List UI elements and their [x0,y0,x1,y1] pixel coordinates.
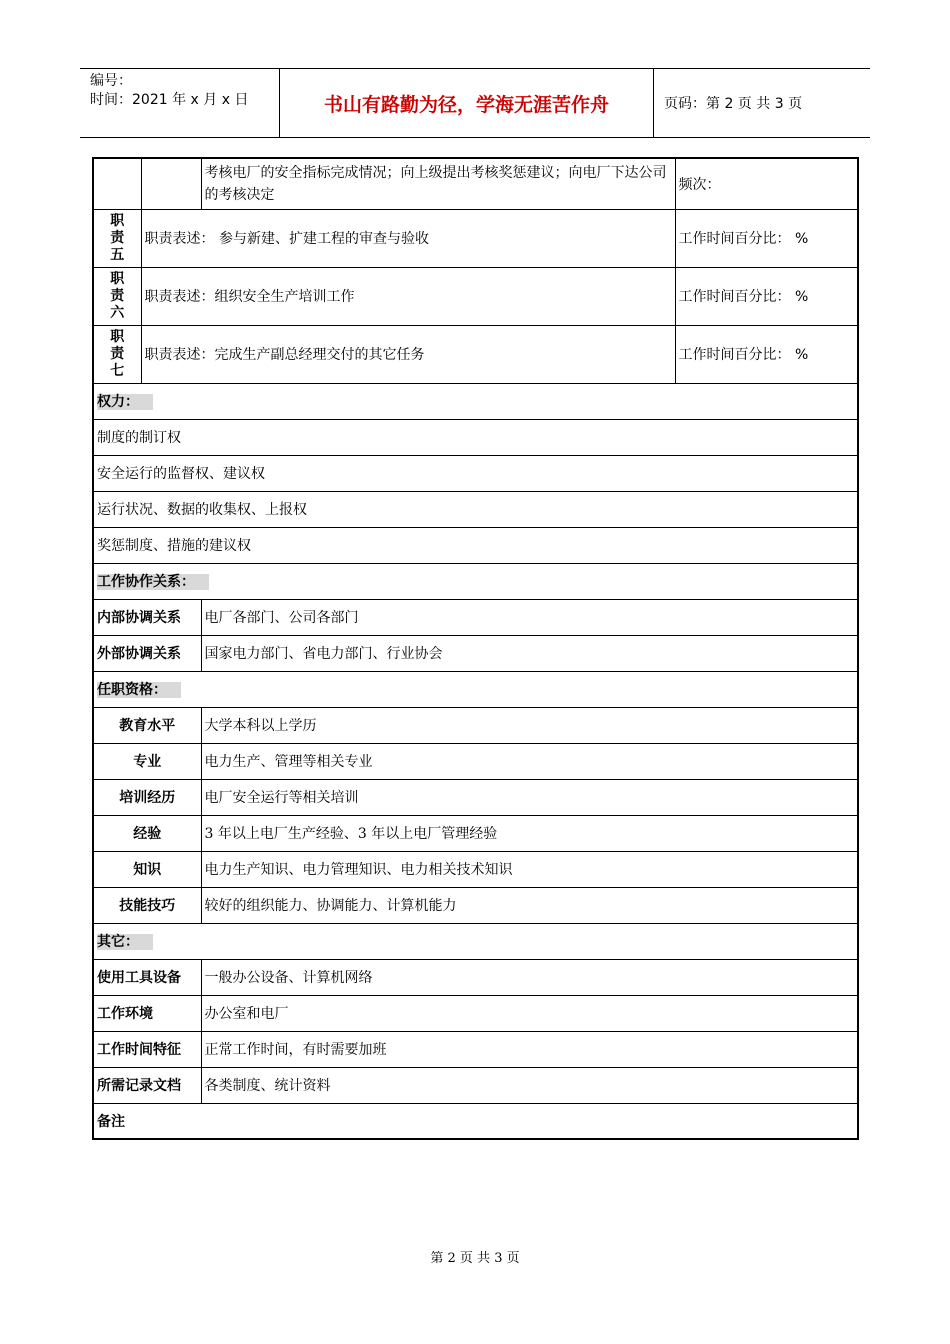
relations-section-header [93,563,858,599]
internal-relations-value: 电厂各部门、公司各部门 [201,599,858,635]
other-value: 各类制度、统计资料 [201,1067,858,1103]
time-label: 时间：2021 年 x 月 x 日 [90,92,249,108]
power-section-header [93,383,858,419]
power-row [93,527,858,563]
other-value: 一般办公设备、计算机网络 [201,959,858,995]
duty4-row [93,158,858,209]
qualifications-title: 任职资格： [97,682,181,698]
other-label: 使用工具设备 [93,959,201,995]
other-title: 其它： [97,934,153,950]
qualifications-section-header [93,671,858,707]
duty6-time-pct: 工作时间百分比： % [675,267,858,325]
page-footer: 第 2 页 共 3 页 [430,1251,520,1266]
qualification-label: 经验 [93,815,201,851]
duty5-time-pct: 工作时间百分比： % [675,209,858,267]
duty5-row [93,209,858,267]
relations-row [93,599,858,635]
duty5-text: 职责表述： 参与新建、扩建工程的审查与验收 [141,209,675,267]
external-relations-value: 国家电力部门、省电力部门、行业协会 [201,635,858,671]
qualification-value: 大学本科以上学历 [201,707,858,743]
internal-relations-label: 内部协调关系 [93,599,201,635]
qualification-label: 技能技巧 [93,887,201,923]
qualification-label: 专业 [93,743,201,779]
qualification-label: 知识 [93,851,201,887]
power-row [93,491,858,527]
relations-title: 工作协作关系： [97,574,209,590]
qualification-label: 培训经历 [93,779,201,815]
duty7-row [93,325,858,383]
remark-row [93,1103,858,1139]
other-value: 办公室和电厂 [201,995,858,1031]
qualification-label: 教育水平 [93,707,201,743]
duty6-row [93,267,858,325]
duty4-frequency: 频次： [675,158,858,209]
power-item: 制度的制订权 [93,419,858,455]
qualification-row [93,743,858,779]
power-item: 运行状况、数据的收集权、上报权 [93,491,858,527]
other-row [93,1031,858,1067]
other-row [93,1067,858,1103]
external-relations-label: 外部协调关系 [93,635,201,671]
duty7-label: 职责七 [93,325,141,383]
duty5-label: 职责五 [93,209,141,267]
other-label: 工作时间特征 [93,1031,201,1067]
other-label: 工作环境 [93,995,201,1031]
qualification-row [93,707,858,743]
other-section-header [93,923,858,959]
power-item: 奖惩制度、措施的建议权 [93,527,858,563]
qualification-value: 较好的组织能力、协调能力、计算机能力 [201,887,858,923]
power-row [93,419,858,455]
header-meta [80,69,280,137]
power-title: 权力： [97,394,153,410]
duty6-text: 职责表述：组织安全生产培训工作 [141,267,675,325]
relations-row [93,635,858,671]
remark-label: 备注 [93,1103,858,1139]
other-row [93,995,858,1031]
serial-label: 编号： [90,73,132,89]
other-value: 正常工作时间，有时需要加班 [201,1031,858,1067]
other-row [93,959,858,995]
duty7-text: 职责表述：完成生产副总经理交付的其它任务 [141,325,675,383]
header-motto: 书山有路勤为径，学海无涯苦作舟 [280,69,654,137]
qualification-row [93,779,858,815]
qualification-value: 3 年以上电厂生产经验、3 年以上电厂管理经验 [201,815,858,851]
header-page-info: 页码：第 2 页 共 3 页 [664,96,803,112]
duty4-text: 考核电厂的安全指标完成情况；向上级提出考核奖惩建议；向电厂下达公司的考核决定 [201,158,675,209]
qualification-value: 电力生产、管理等相关专业 [201,743,858,779]
power-item: 安全运行的监督权、建议权 [93,455,858,491]
other-label: 所需记录文档 [93,1067,201,1103]
qualification-row [93,815,858,851]
job-description-table [92,157,859,1140]
qualification-row [93,887,858,923]
page-header [80,68,870,138]
qualification-row [93,851,858,887]
duty7-time-pct: 工作时间百分比： % [675,325,858,383]
duty6-label: 职责六 [93,267,141,325]
power-row [93,455,858,491]
qualification-value: 电厂安全运行等相关培训 [201,779,858,815]
qualification-value: 电力生产知识、电力管理知识、电力相关技术知识 [201,851,858,887]
